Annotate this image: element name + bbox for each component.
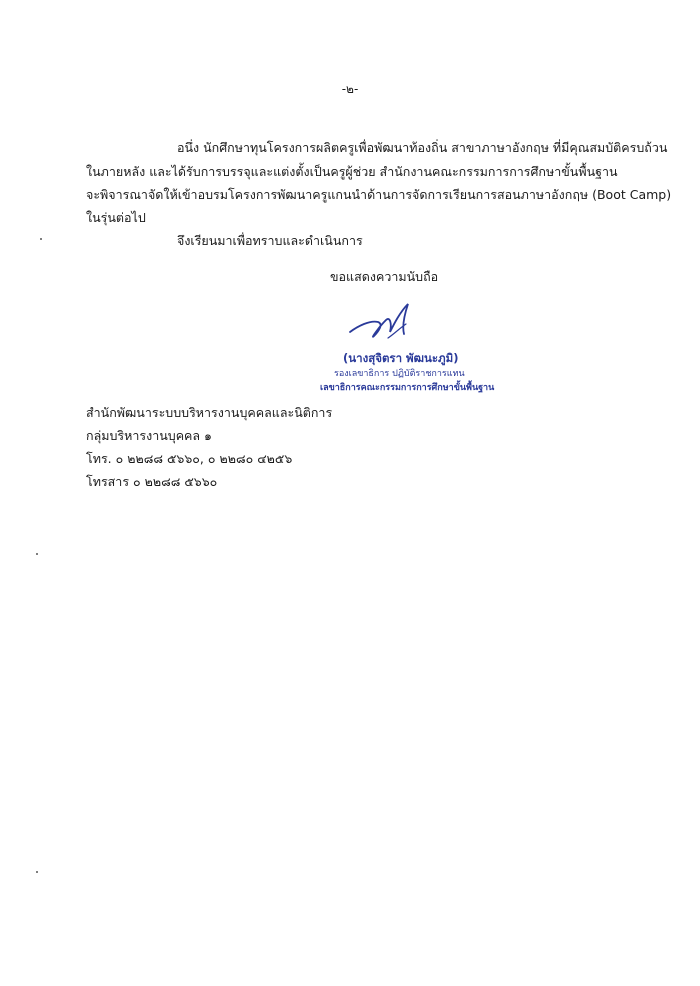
signatory-position-line-1: รองเลขาธิการ ปฏิบัติราชการแทน [334,369,465,379]
signatory-position-line-2: เลขาธิการคณะกรรมการการศึกษาขั้นพื้นฐาน [320,383,495,393]
signature-image [348,298,438,348]
paragraph-1-line-4: ในรุ่นต่อไป [86,210,146,225]
paragraph-2: จึงเรียนมาเพื่อทราบและดำเนินการ [177,233,363,248]
contact-office: สำนักพัฒนาระบบบริหารงานบุคคลและนิติการ [86,405,333,420]
page-number: -๒- [341,82,359,96]
contact-phone: โทร. ๐ ๒๒๘๘ ๕๖๖๐, ๐ ๒๒๘๐ ๔๒๕๖ [86,451,293,466]
scan-speck [36,553,38,555]
scan-speck [36,871,38,873]
paragraph-1-line-2: ในภายหลัง และได้รับการบรรจุและแต่งตั้งเป็นครูผู้ช่วย สำนักงานคณะกรรมการการศึกษาขั้นพื้นฐาน [86,164,618,179]
scan-speck [40,238,42,240]
contact-fax: โทรสาร ๐ ๒๒๘๘ ๕๖๖๐ [86,474,218,489]
paragraph-1-line-1: อนึ่ง นักศึกษาทุนโครงการผลิตครูเพื่อพัฒนาท้องถิ่น สาขาภาษาอังกฤษ ที่มีคุณสมบัติครบถ้วน [177,140,668,155]
closing-salutation: ขอแสดงความนับถือ [330,269,439,284]
contact-group: กลุ่มบริหารงานบุคคล ๑ [86,428,212,443]
signatory-name: (นางสุจิตรา พัฒนะภูมิ) [343,351,459,365]
paragraph-1-line-3: จะพิจารณาจัดให้เข้าอบรมโครงการพัฒนาครูแกนนำด้านการจัดการเรียนการสอนภาษาอังกฤษ (Boot Camp) [86,187,672,202]
